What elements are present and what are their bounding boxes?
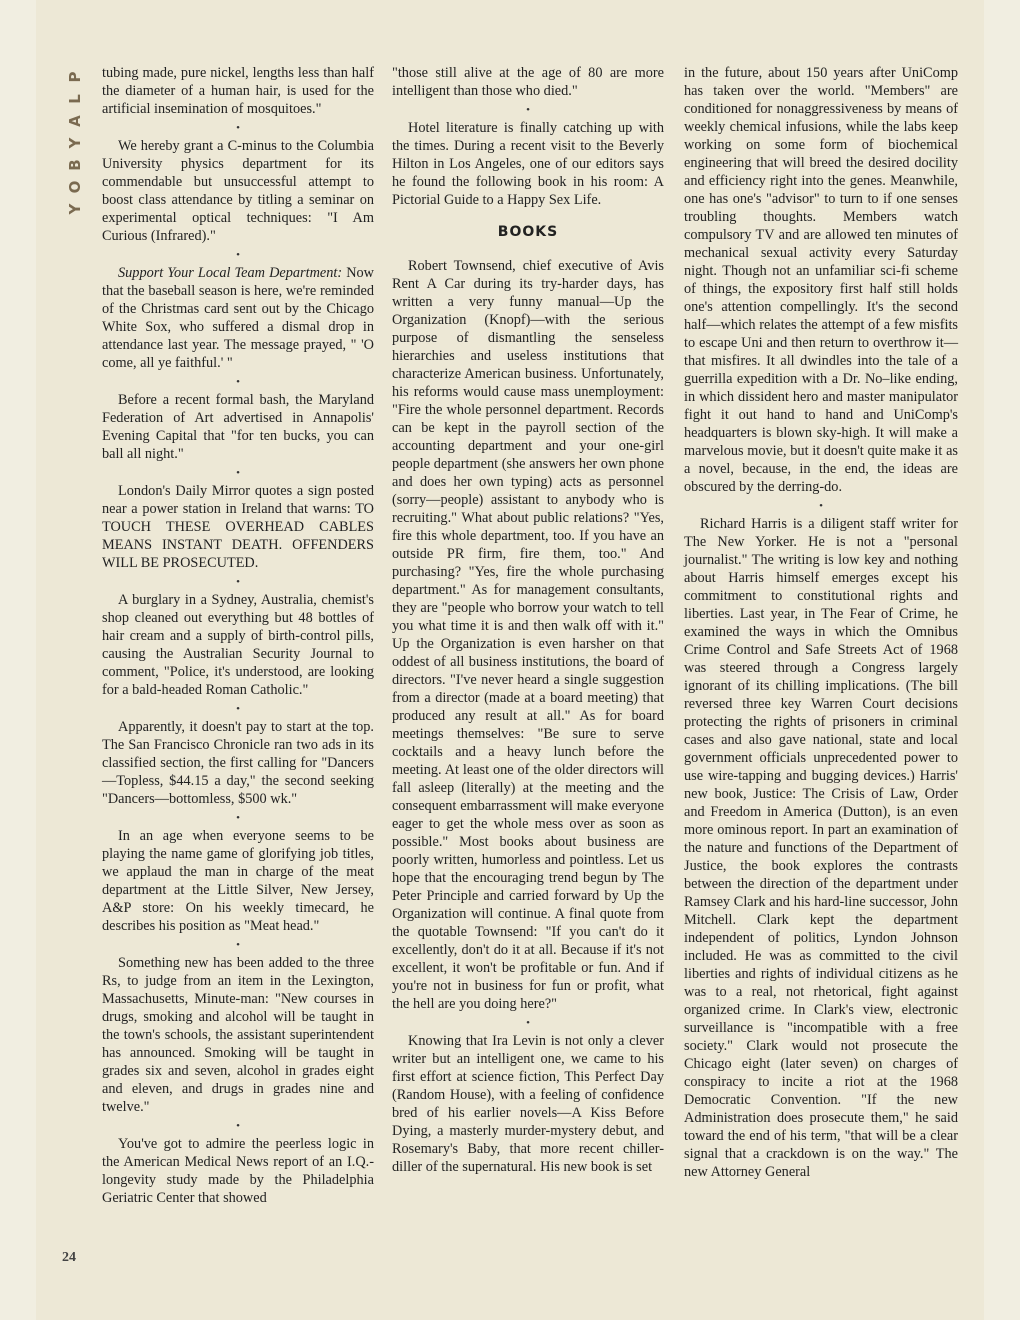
item-separator: •: [236, 576, 240, 588]
paragraph: Something new has been added to the three Rs, to judge from an item in the Lexington, Massachusetts, Minute-man: "New courses in drugs, smoking and alcohol will be taught in the town's schools, the assistant superintendent has announced. Smoking will be taught in grades six and seven, alcohol in grades eight and eleven, and drugs in grades nine and twelve.": [102, 955, 374, 1115]
item-separator: •: [236, 939, 240, 951]
paragraph: Richard Harris is a diligent staff writer for The New Yorker. He is not a "personal journalist." The writing is low key and nothing about Harris himself emerges except his commitment to constitutional rights and liberties. Last year, in The Fear of Crime, he examined the ways in which the Omnibus Crime Control and Safe Streets Act of 1968 was steered through a Congress largely ignorant of its chilling implications. (The bill reversed three key Warren Court decisions protecting the rights of prisoners in criminal cases and also gave national, state and local government officials unprecedented power to use wire-tapping and bugging devices.) Harris' new book, Justice: The Crisis of Law, Order and Freedom in America (Dutton), is an even more ominous report. In part an examination of the nature and functions of the Department of Justice, the book explores the contrasts between the direction of the department under Ramsey Clark and his hard-line successor, John Mitchell. Clark kept the department independent of politics, Lyndon Johnson included. He was as committed to the civil liberties and rights of individual citizens as he was to a real, not rhetorical, fight against organized crime. In Clark's view, electronic surveillance is "incompatible with a free society." Clark would not prosecute the Chicago eight (later seven) on charges of conspiracy to incite a riot at the 1968 Democratic Convention. "If the new Administration does prosecute them," he said toward the end of his term, "that will be a clear signal that a crackdown is on the way." The new Attorney General: [684, 516, 958, 1180]
paragraph: Before a recent formal bash, the Maryland Federation of Art advertised in Annapolis' Evening Capital that "for ten bucks, you can ball all night.": [102, 392, 374, 462]
paragraph: "those still alive at the age of 80 are more intelligent than those who died.": [392, 65, 664, 99]
paragraph: Knowing that Ira Levin is not only a clever writer but an intelligent one, we came to his first effort at science fiction, This Perfect Day (Random House), with a feeling of confidence bred of his earlier novels—A Kiss Before Dying, a masterly murder-mystery debut, and Rosemary's Baby, that more recent chiller-diller of the supernatural. His new book is set: [392, 1033, 664, 1175]
paragraph: tubing made, pure nickel, lengths less than half the diameter of a human hair, is used for the artificial insemination of mosquitoes.": [102, 65, 374, 117]
item-separator: •: [236, 812, 240, 824]
item-separator: •: [526, 104, 530, 116]
item-separator: •: [236, 467, 240, 479]
paragraph: in the future, about 150 years after UniComp has taken over the world. "Members" are conditioned for nonaggressiveness by means of weekly chemical infusions, while the labs keep working on some form of biochemical engineering that will breed the desired docility and efficiency right into the genes. Meanwhile, one has one's "advisor" to turn to if one senses troubling thoughts. Members watch compulsory TV and are allowed ten minutes of mechanical sexual activity every Saturday night. Though not an unfamiliar sci-fi scheme of things, the expository first half still holds one's attention compellingly. It's the second half—which relates the attempt of a few misfits to escape Uni and then return to overthrow it—that misfires. It all dwindles into the tale of a guerrilla expedition with a Dr. No–like ending, in which dissident hero and master manipulator fight it out hand to hand and UniComp's headquarters is blown sky-high. It will make a marvelous movie, but it doesn't quite make it as a novel, because, in the end, the ideas are obscured by the derring-do.: [684, 65, 958, 495]
column-3: [684, 64, 958, 1181]
paragraph: You've got to admire the peerless logic in the American Medical News report of an I.Q.-longevity study made by the Philadelphia Geriatric Center that showed: [102, 1136, 374, 1206]
item-separator: •: [236, 1120, 240, 1132]
paragraph-text: Now that the baseball season is here, we're reminded of the Christmas card sent out by the Chicago White Sox, who suffered a dismal drop in attendance last year. The message prayed, " 'O come, all ye faithful.' ": [102, 265, 375, 371]
item-separator: •: [526, 1017, 530, 1029]
column-1: [102, 64, 374, 1207]
item-separator: •: [236, 703, 240, 715]
paragraph: [102, 264, 374, 372]
masthead: P L A Y B O Y: [66, 71, 84, 215]
section-title: Support Your Local Team Department:: [118, 265, 343, 281]
paragraph: We hereby grant a C-minus to the Columbia University physics department for its commendable but unsuccessful attempt to boost class attendance by titling a seminar on experimental optical techniques: "I Am Curious (Infrared).": [102, 138, 374, 244]
paragraph: Apparently, it doesn't pay to start at the top. The San Francisco Chronicle ran two ads in its classified section, the first calling for "Dancers—Topless, $44.15 a day," the second seeking "Dancers—bottomless, $500 wk.": [102, 719, 374, 807]
section-heading: BOOKS: [497, 224, 559, 240]
item-separator: •: [236, 249, 240, 261]
paragraph: Robert Townsend, chief executive of Avis Rent A Car during its try-harder days, has written a very funny manual—Up the Organization (Knopf)—with the serious purpose of dismantling the senseless hierarchies and useless institutions that characterize American business. Unfortunately, his reforms would cause mass unemployment: "Fire the whole personnel department. Records can be kept in the payroll section of the accounting department and your one-girl people department (she answers her own phone and does her own typing) acts as personnel (sorry—people) assistant to anybody who is recruiting." What about public relations? "Yes, fire this whole department, too. If you have an outside PR firm, fire them, too." And purchasing? "Yes, fire the whole purchasing department." As for management consultants, they are "people who borrow your watch to tell you what time it is and then walk off with it." Up the Organization is even harsher on that oddest of all business institutions, the board of directors. "I've never heard a single suggestion from a director (made at a board meeting) that produced any result at all." As for board meetings themselves: "Be sure to serve cocktails and a heavy lunch before the meeting. At least one of the older directors will fall asleep (literally) at the meeting and the consequent embarrassment will make everyone eager to get the whole mess over as soon as possible." Most books about business are poorly written, humorless and pointless. Let us hope that the encouraging trend begun by The Peter Principle and carried forward by Up the Organization will continue. A final quote from the quotable Townsend: "If you can't do it excellently, don't do it at all. Because if it's not excellent, it won't be profitable or fun. And if you're not in business for fun or profit, what the hell are you doing here?": [392, 258, 664, 1012]
item-separator: •: [819, 500, 823, 512]
paragraph: London's Daily Mirror quotes a sign posted near a power station in Ireland that warns: TO TOUCH THESE OVERHEAD CABLES MEANS INSTANT DEATH. OFFENDERS WILL BE PROSECUTED.: [102, 483, 374, 571]
page-number: 24: [62, 1250, 76, 1265]
item-separator: •: [236, 122, 240, 134]
item-separator: •: [236, 376, 240, 388]
paragraph: In an age when everyone seems to be playing the name game of glorifying job titles, we applaud the man in charge of the meat department at the Little Silver, New Jersey, A&P store: On his weekly timecard, he describes his position as "Meat head.": [102, 828, 374, 934]
column-2: [392, 64, 664, 1176]
paragraph: A burglary in a Sydney, Australia, chemist's shop cleaned out everything but 48 bottles of hair cream and a supply of birth-control pills, causing the Australian Security Journal to comment, "Police, it's understood, are looking for a bald-headed Roman Catholic.": [102, 592, 374, 698]
paragraph: Hotel literature is finally catching up with the times. During a recent visit to the Beverly Hilton in Los Angeles, one of our editors says he found the following book in his room: A Pictorial Guide to a Happy Sex Life.: [392, 120, 664, 208]
